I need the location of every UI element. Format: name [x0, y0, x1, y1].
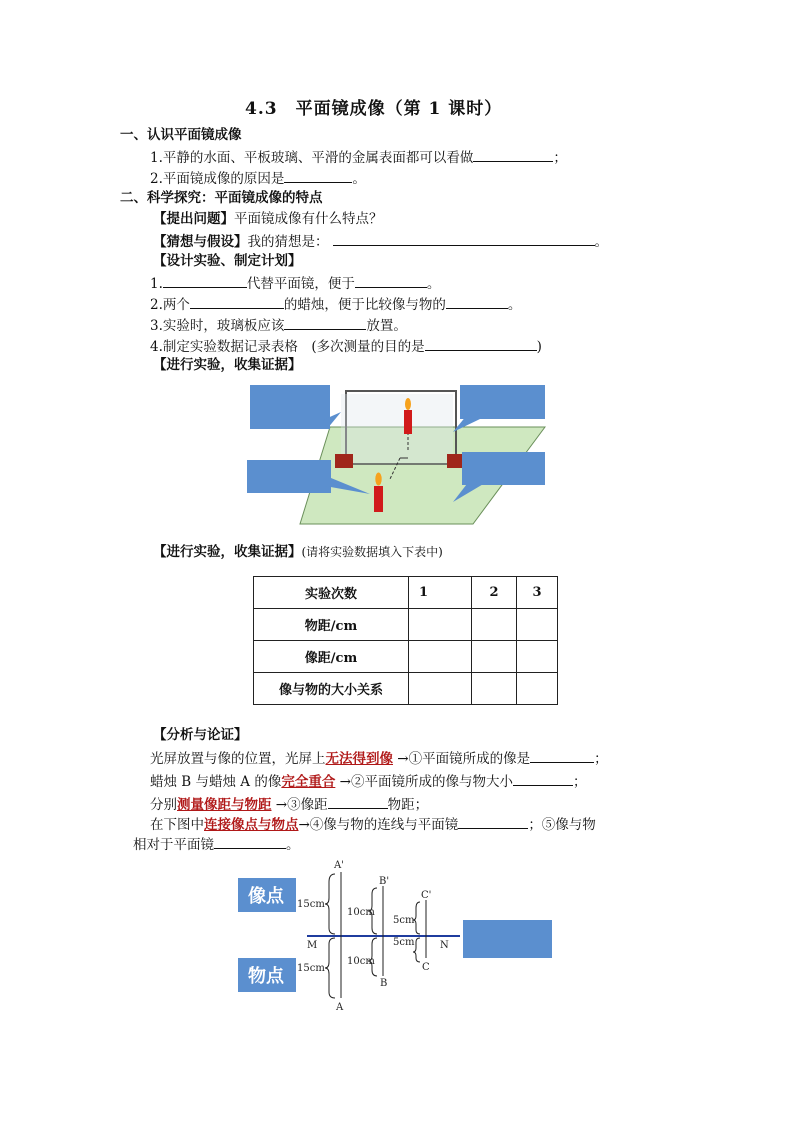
- table-cell[interactable]: [517, 673, 558, 705]
- candle-b-image: [404, 410, 412, 434]
- l4-text-a: 在下图中: [150, 817, 204, 833]
- d4-text: 4.制定实验数据记录表格 (多次测量的目的是: [150, 339, 425, 355]
- callout-image-point-label: 像点: [248, 886, 284, 907]
- l1-text-b: →①平面镜所成的像是: [393, 751, 531, 767]
- distance-b-top: 10cm: [347, 907, 375, 918]
- hypothesis-line: [153, 231, 608, 251]
- l5-text-a: 相对于平面镜: [133, 837, 214, 853]
- section1-q1: [150, 147, 567, 167]
- table-cell[interactable]: [409, 609, 472, 641]
- d1-end: 。: [426, 276, 441, 292]
- l4-text-b: →④像与物的连线与平面镜: [298, 817, 459, 833]
- d1-blank-2[interactable]: [355, 273, 427, 288]
- analysis-line-4: [150, 814, 596, 834]
- row-label: 像距/cm: [254, 641, 409, 673]
- distance-a-bottom: 15cm: [297, 963, 325, 974]
- glass-right-edge: [455, 390, 457, 465]
- section1-heading: 一、认识平面镜成像: [120, 127, 242, 143]
- design-tag: 【设计实验、制定计划】: [153, 253, 302, 269]
- callout-box-bottom-left: [247, 460, 331, 493]
- label-c: C: [422, 962, 430, 973]
- table-row: [254, 641, 558, 673]
- label-a: A: [336, 1002, 344, 1013]
- mirror-diagram: [235, 858, 560, 1013]
- l2-text-b: →②平面镜所成的像与物大小: [335, 774, 513, 790]
- d1-number: 1.: [150, 276, 163, 292]
- table-cell[interactable]: [472, 609, 517, 641]
- experiment-note: (请将实验数据填入下表中): [301, 545, 443, 559]
- data-table: [253, 576, 558, 705]
- d1-blank-1[interactable]: [163, 273, 247, 288]
- l2-blank[interactable]: [513, 771, 573, 786]
- design-item-2: [150, 294, 521, 314]
- q1-text: 1.平静的水面、平板玻璃、平滑的金属表面都可以看做: [150, 150, 474, 166]
- d2-text-1: 2.两个: [150, 297, 190, 313]
- q2-blank[interactable]: [284, 168, 352, 183]
- l4-text-c: ；⑤像与物: [528, 817, 596, 833]
- analysis-tag: 【分析与论证】: [153, 727, 248, 743]
- row-label: 物距/cm: [254, 609, 409, 641]
- l1-end: ；: [594, 751, 608, 767]
- callout-box-top-left: [250, 385, 330, 429]
- hypothesis-tag: 【猜想与假设】: [153, 234, 248, 250]
- distance-b-bottom: 10cm: [347, 956, 375, 967]
- label-n: N: [440, 940, 449, 951]
- glass-holder-left: [335, 454, 353, 468]
- header-cell: 1: [409, 577, 472, 609]
- l4-highlight: 连接像点与物点: [204, 817, 299, 833]
- distance-c-bottom: 5cm: [393, 937, 415, 948]
- d3-text-2: 放置。: [366, 318, 407, 334]
- header-cell: 2: [472, 577, 517, 609]
- d3-blank[interactable]: [284, 315, 366, 330]
- l3-blank[interactable]: [328, 794, 388, 809]
- experiment-table-line: [153, 543, 443, 561]
- l3-text-a: 分别: [150, 797, 177, 813]
- page-title: 4.3 平面镜成像（第 1 课时）: [245, 99, 503, 119]
- table-cell[interactable]: [472, 673, 517, 705]
- glass-plate: [341, 394, 453, 464]
- table-cell[interactable]: [517, 641, 558, 673]
- design-item-1: [150, 273, 440, 293]
- brace-a-bottom: [325, 938, 335, 998]
- experiment-illustration: [245, 382, 550, 527]
- hypothesis-end: 。: [594, 234, 608, 250]
- l1-text-a: 光屏放置与像的位置，光屏上: [150, 751, 326, 767]
- q1-end: ；: [553, 150, 567, 166]
- question-tag: 【提出问题】: [153, 211, 234, 227]
- l2-highlight: 完全重合: [281, 774, 336, 790]
- l2-end: ；: [572, 774, 587, 790]
- callout-object-point-label: 物点: [248, 966, 284, 987]
- analysis-line-5: [133, 834, 300, 854]
- label-a-prime: A': [334, 860, 344, 871]
- row-label: 像与物的大小关系: [254, 673, 409, 705]
- d2-blank-2[interactable]: [446, 294, 508, 309]
- section1-q2: [150, 168, 366, 188]
- q2-text: 2.平面镜成像的原因是: [150, 171, 285, 187]
- distance-c-top: 5cm: [393, 915, 415, 926]
- d2-end: 。: [507, 297, 522, 313]
- question-text: 平面镜成像有什么特点？: [234, 211, 383, 227]
- experiment-tag: 【进行实验，收集证据】: [153, 357, 302, 373]
- q2-end: 。: [352, 171, 366, 187]
- l2-text-a: 蜡烛 B 与蜡烛 A 的像: [150, 774, 282, 790]
- l3-end: 物距；: [387, 797, 429, 813]
- l1-blank[interactable]: [530, 748, 594, 763]
- l3-text-b: →③像距: [271, 797, 328, 813]
- l5-end: 。: [286, 837, 300, 853]
- l4-blank[interactable]: [458, 814, 528, 829]
- candle-a: [374, 486, 383, 512]
- brace-a-top: [325, 874, 335, 934]
- label-b: B: [380, 978, 388, 989]
- l1-highlight: 无法得到像: [325, 751, 393, 767]
- table-cell[interactable]: [409, 673, 472, 705]
- table-cell[interactable]: [409, 641, 472, 673]
- header-cell: 实验次数: [254, 577, 409, 609]
- callout-blank-box: [463, 920, 552, 958]
- question-line: [153, 210, 383, 228]
- candle-b-flame: [405, 398, 411, 410]
- d1-text: 代替平面镜，便于: [246, 276, 355, 292]
- analysis-line-1: [150, 748, 608, 768]
- hypothesis-text: 我的猜想是：: [247, 234, 329, 250]
- table-row: [254, 673, 558, 705]
- d3-text-1: 3.实验时，玻璃板应该: [150, 318, 285, 334]
- l5-blank[interactable]: [214, 834, 286, 849]
- header-cell: 3: [517, 577, 558, 609]
- glass-top-edge: [345, 390, 457, 392]
- candle-a-flame: [375, 473, 381, 486]
- label-m: M: [307, 940, 318, 951]
- callout-box-bottom-right: [462, 452, 545, 485]
- table-cell[interactable]: [472, 641, 517, 673]
- label-b-prime: B': [379, 876, 390, 887]
- d2-blank-1[interactable]: [190, 294, 284, 309]
- callout-box-top-right: [460, 385, 545, 419]
- hypothesis-blank[interactable]: [333, 231, 595, 246]
- table-row: [254, 609, 558, 641]
- table-cell[interactable]: [517, 609, 558, 641]
- l3-highlight: 测量像距与物距: [177, 797, 272, 813]
- analysis-line-2: [150, 771, 586, 791]
- d4-blank[interactable]: [425, 336, 537, 351]
- design-item-3: [150, 315, 407, 335]
- section2-heading: 二、科学探究：平面镜成像的特点: [120, 190, 323, 206]
- design-item-4: [150, 336, 542, 356]
- table-header-row: [254, 577, 558, 609]
- analysis-line-3: [150, 794, 428, 814]
- distance-a-top: 15cm: [297, 899, 325, 910]
- label-c-prime: C': [421, 890, 432, 901]
- q1-blank[interactable]: [473, 147, 553, 162]
- d4-end: ): [536, 339, 542, 355]
- experiment-tag-2: 【进行实验，收集证据】: [153, 544, 302, 560]
- d2-text-2: 的蜡烛，便于比较像与物的: [283, 297, 446, 313]
